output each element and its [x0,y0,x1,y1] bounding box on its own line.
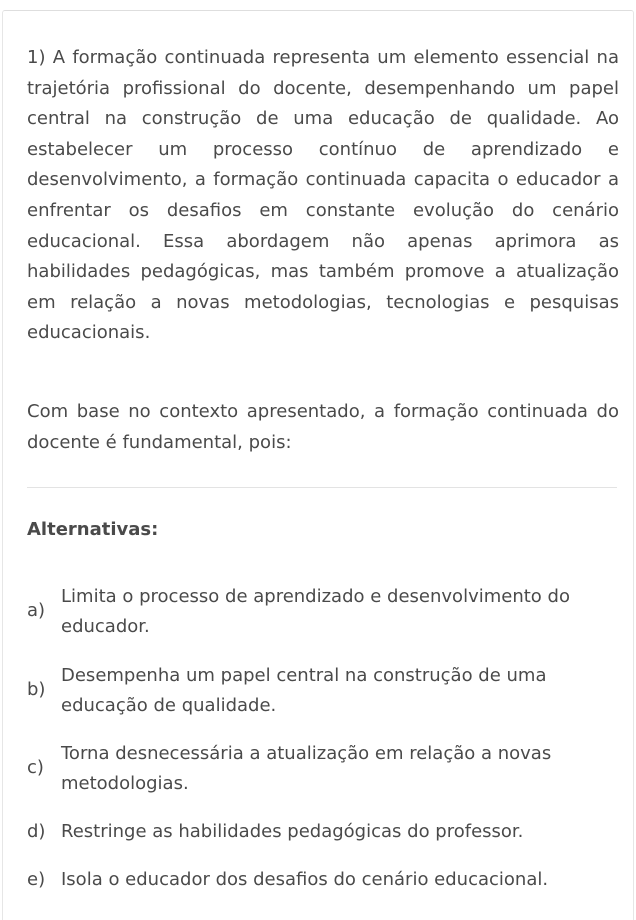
alternative-letter: e) [27,869,46,890]
alternative-letter: d) [27,821,46,842]
alternative-text: Desempenha um papel central na construção de uma educação de qualidade. [61,665,547,716]
alternative-text: Isola o educador dos desafios do cenário educacional. [61,869,549,890]
question-card [2,10,634,920]
alternative-letter: c) [27,757,44,778]
alternative-letter: a) [27,600,46,621]
question-prompt: Com base no contexto apresentado, a formação continuada do docente é fundamental, pois: [27,401,619,453]
section-divider [27,487,617,488]
alternative-text: Limita o processo de aprendizado e desenvolvimento do educador. [61,586,570,637]
alternative-text: Torna desnecessária a atualização em relação a novas metodologias. [61,743,552,794]
alternative-letter: b) [27,679,46,700]
alternative-text: Restringe as habilidades pedagógicas do professor. [61,821,524,842]
question-text: 1) A formação continuada representa um elemento essencial na trajetória profissional do docente, desempenhando um papel central na construção de uma educação de qualidade. Ao estabelecer um processo contínuo de aprendizado e desenvolvimento, a formação continuada capacita o educador a enfrentar os desafios em constante evolução do cenário educacional. Essa abordagem não apenas aprimora as habilidades pedagógicas, mas também promove a atualização em relação a novas metodologias, tecnologias e pesquisas educacionais. [27,47,619,344]
alternatives-heading: Alternativas: [27,519,159,540]
